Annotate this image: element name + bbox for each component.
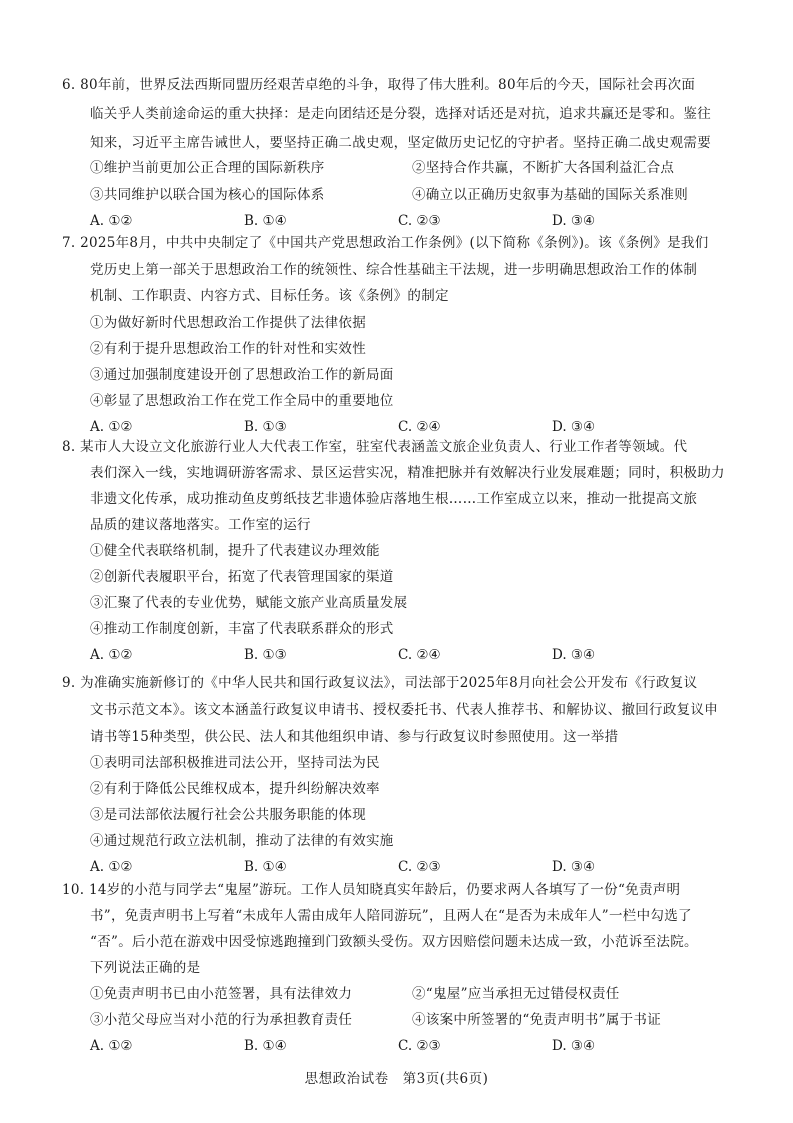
question-stem-line: 8. 某市人大设立文化旅游行业人大代表工作室，驻室代表涵盖文旅企业负责人、行业工作者等领域。代: [62, 439, 688, 455]
answer-c: C. ②④: [398, 419, 441, 435]
answer-d: D. ③④: [552, 419, 596, 435]
option-1: ①健全代表联络机制，提升了代表建议办理效能: [90, 543, 380, 559]
page-footer: 思想政治试卷 第3页(共6页): [304, 1071, 489, 1087]
option-4: ④该案中所签署的“免责声明书”属于书证: [412, 1012, 662, 1028]
answer-c: C. ②③: [398, 859, 441, 875]
question-stem-line: 6. 80年前，世界反法西斯同盟历经艰苦卓绝的斗争，取得了伟大胜利。80年后的今天，国际社会再次面: [62, 77, 696, 93]
option-2: ②“鬼屋”应当承担无过错侵权责任: [412, 986, 620, 1002]
option-3: ③汇聚了代表的专业优势，赋能文旅产业高质量发展: [90, 595, 408, 611]
question-stem-line: 文书示范文本》。该文本涵盖行政复议申请书、授权委托书、代表人推荐书、和解协议、撤回行政复议申: [90, 702, 719, 718]
option-3: ③共同维护以联合国为核心的国际体系: [90, 187, 325, 203]
question-stem-line: 临关乎人类前途命运的重大抉择：是走向团结还是分裂，选择对话还是对抗，追求共赢还是零和。鉴往: [90, 106, 711, 122]
option-2: ②创新代表履职平台，拓宽了代表管理国家的渠道: [90, 569, 394, 585]
question-stem-line: 7. 2025年8月，中共中央制定了《中国共产党思想政治工作条例》(以下简称《条例》)。该《条例》是我们: [62, 235, 709, 251]
option-2: ②有利于降低公民维权成本，提升纠纷解决效率: [90, 781, 380, 797]
question-stem-line: 表们深入一线，实地调研游客需求、景区运营实况，精准把脉并有效解决行业发展难题；同时，积极助力: [90, 465, 725, 481]
option-1: ①免责声明书已由小范签署，具有法律效力: [90, 986, 353, 1002]
question-stem-line: 请书等15种类型，供公民、法人和其他组织申请、参与行政复议时参照使用。这一举措: [90, 729, 619, 745]
question-stem-line: 党历史上第一部关于思想政治工作的统领性、综合性基础主干法规，进一步明确思想政治工作的体制: [90, 262, 698, 278]
answer-a: A. ①②: [90, 213, 133, 229]
option-2: ②坚持合作共赢，不断扩大各国利益汇合点: [412, 160, 675, 176]
option-1: ①表明司法部积极推进司法公开，坚持司法为民: [90, 755, 380, 771]
question-stem-line: 书”，免责声明书上写着“未成年人需由成年人陪同游玩”，且两人在“是否为未成年人”一栏中勾选了: [90, 908, 692, 924]
option-1: ①维护当前更加公正合理的国际新秩序: [90, 160, 325, 176]
option-1: ①为做好新时代思想政治工作提供了法律依据: [90, 315, 366, 331]
answer-d: D. ③④: [552, 859, 596, 875]
answer-a: A. ①②: [90, 1038, 133, 1054]
answer-a: A. ①②: [90, 419, 133, 435]
option-4: ④通过规范行政立法机制，推动了法律的有效实施: [90, 833, 394, 849]
option-4: ④彰显了思想政治工作在党工作全局中的重要地位: [90, 393, 394, 409]
answer-a: A. ①②: [90, 647, 133, 663]
answer-d: D. ③④: [552, 213, 596, 229]
option-3: ③通过加强制度建设开创了思想政治工作的新局面: [90, 367, 394, 383]
option-4: ④推动工作制度创新，丰富了代表联系群众的形式: [90, 621, 394, 637]
answer-c: C. ②④: [398, 647, 441, 663]
question-stem-line: 9. 为准确实施新修订的《中华人民共和国行政复议法》，司法部于2025年8月向社会公开发布《行政复议: [62, 675, 698, 691]
answer-b: B. ①③: [244, 647, 287, 663]
option-3: ③是司法部依法履行社会公共服务职能的体现: [90, 807, 366, 823]
answer-c: C. ②③: [398, 1038, 441, 1054]
answer-b: B. ①④: [244, 859, 287, 875]
question-stem-line: 10. 14岁的小范与同学去“鬼屋”游玩。工作人员知晓真实年龄后，仍要求两人各填写了一份“免责声明: [62, 882, 681, 898]
option-4: ④确立以正确历史叙事为基础的国际关系准则: [412, 187, 688, 203]
answer-d: D. ③④: [552, 647, 596, 663]
question-stem-line: 非遗文化传承，成功推动鱼皮剪纸技艺非遗体验店落地生根……工作室成立以来，推动一批提高文旅: [90, 491, 698, 507]
answer-a: A. ①②: [90, 859, 133, 875]
question-stem-line: 品质的建议落地落实。工作室的运行: [90, 517, 311, 533]
question-stem-line: 知来，习近平主席告诫世人，要坚持正确二战史观，坚定做历史记忆的守护者。坚持正确二战史观需要: [90, 135, 711, 151]
option-3: ③小范父母应当对小范的行为承担教育责任: [90, 1012, 353, 1028]
answer-b: B. ①③: [244, 419, 287, 435]
answer-b: B. ①④: [244, 1038, 287, 1054]
answer-d: D. ③④: [552, 1038, 596, 1054]
question-stem-line: “否”。后小范在游戏中因受惊逃跑撞到门致额头受伤。双方因赔偿问题未达成一致，小范诉至法院。: [90, 934, 698, 950]
answer-b: B. ①④: [244, 213, 287, 229]
question-stem-line: 机制、工作职责、内容方式、目标任务。该《条例》的制定: [90, 288, 449, 304]
question-stem-line: 下列说法正确的是: [90, 960, 201, 976]
answer-c: C. ②③: [398, 213, 441, 229]
option-2: ②有利于提升思想政治工作的针对性和实效性: [90, 341, 366, 357]
